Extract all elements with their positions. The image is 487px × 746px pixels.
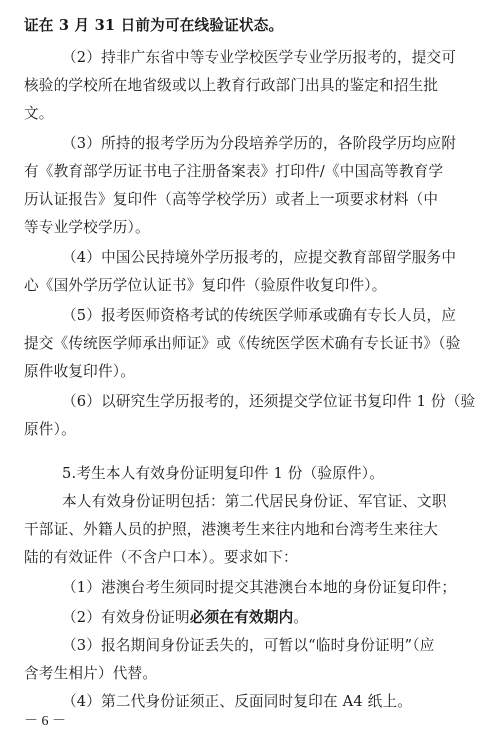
text-segment: 。: [293, 609, 309, 626]
text-segment: 等专业学校学历）。: [24, 219, 150, 236]
text-segment: 5.考生本人有效身份证明复印件 1 份（验原件）。: [62, 465, 385, 482]
text-segment: （4）第二代身份证须正、反面同时复印在 A4 纸上。: [62, 693, 413, 710]
text-segment: （5）报考医师资格考试的传统医学师承或确有专长人员，应: [62, 307, 457, 324]
text-line: [24, 76, 438, 96]
text-line: [24, 104, 54, 124]
text-segment: 文。: [24, 105, 54, 122]
text-line: [62, 464, 384, 484]
text-segment: （6）以研究生学历报考的，还须提交学位证书复印件 1 份（验: [62, 393, 476, 410]
text-line: [62, 306, 456, 326]
text-line: [62, 578, 456, 598]
text-line: [24, 420, 76, 440]
text-line: [24, 334, 461, 354]
text-line: [62, 492, 447, 512]
text-segment: 本人有效身份证明包括：第二代居民身份证、军官证、文职: [62, 493, 447, 510]
text-segment: 提交《传统医学师承出师证》或《传统医学医术确有专长证书》（验: [24, 335, 461, 352]
text-line: [24, 548, 298, 568]
text-segment: 含考生相片）代替。: [24, 665, 158, 682]
text-segment: 心《国外学历学位认证书》复印件（验原件收复印件）。: [24, 277, 387, 294]
text-line: [24, 16, 283, 36]
text-line: [24, 664, 157, 684]
text-segment: （4）中国公民持境外学历报考的，应提交教育部留学服务中: [62, 249, 457, 266]
text-line: [62, 134, 456, 154]
text-segment: 原件收复印件）。: [24, 363, 136, 380]
text-segment: 原件）。: [24, 421, 76, 438]
text-line: [62, 248, 456, 268]
text-line: [24, 362, 135, 382]
text-line: [24, 162, 443, 182]
text-line: [62, 636, 435, 656]
text-segment: 有《教育部学历证书电子注册备案表》打印件/《中国高等教育学: [24, 163, 444, 180]
text-segment: （3）报名期间身份证丢失的，可暂以“临时身份证明”（应: [62, 637, 435, 654]
text-line: [62, 692, 412, 712]
bold-text-segment: 必须在有效期内: [189, 609, 294, 626]
bold-text-segment: 证在 3 月 31 日前为可在线验证状态。: [24, 17, 284, 34]
text-segment: 历认证报告》复印件（高等学校学历）或者上一项要求材料（中: [24, 191, 439, 208]
text-segment: （2）有效身份证明: [62, 609, 190, 626]
page-number: － 6 －: [24, 714, 66, 729]
text-segment: 干部证、外籍人员的护照，港澳考生来往内地和台湾考生来往大: [24, 521, 439, 538]
text-segment: 陆的有效证件（不含户口本）。要求如下：: [24, 549, 298, 566]
text-segment: 核验的学校所在地省级或以上教育行政部门出具的鉴定和招生批: [24, 77, 439, 94]
text-line: [24, 218, 150, 238]
text-line: [24, 190, 438, 210]
text-line: [24, 520, 438, 540]
text-segment: （3）所持的报考学历为分段培养学历的，各阶段学历均应附: [62, 135, 457, 152]
text-line: [24, 276, 387, 296]
text-segment: （1）港澳台考生须同时提交其港澳台本地的身份证复印件；: [62, 579, 457, 596]
text-segment: （2）持非广东省中等专业学校医学专业学历报考的，提交可: [62, 49, 457, 66]
text-line: [62, 608, 308, 628]
text-line: [62, 392, 475, 412]
text-line: [62, 48, 456, 68]
